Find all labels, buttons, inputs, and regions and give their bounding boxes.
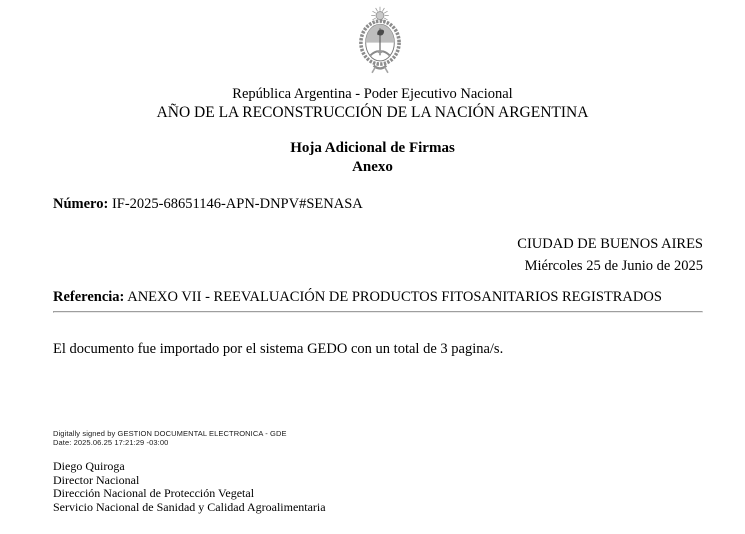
signer-block [0, 460, 745, 514]
document-title-main: Hoja Adicional de Firmas [290, 140, 455, 156]
digital-signature-line1: Digitally signed by GESTION DOCUMENTAL ELECTRONICA - GDE [53, 429, 287, 438]
signer-title: Director Nacional [53, 472, 140, 487]
document-number-label: Número: [53, 196, 109, 212]
place-date-block [0, 234, 745, 277]
header-line-year-motto: AÑO DE LA RECONSTRUCCIÓN DE LA NACIÓN ARGENTINA [156, 104, 589, 121]
document-title [0, 139, 745, 176]
date-line: Miércoles 25 de Junio de 2025 [524, 257, 703, 274]
digital-signature-stamp [0, 429, 745, 447]
signer-organization: Servicio Nacional de Sanidad y Calidad Agroalimentaria [53, 499, 326, 514]
document-title-sub: Anexo [352, 158, 393, 175]
reference-label: Referencia: [53, 289, 125, 305]
body-text: El documento fue importado por el sistema GEDO con un total de 3 pagina/s. [53, 341, 504, 357]
document-number-value: IF-2025-68651146-APN-DNPV#SENASA [111, 196, 363, 212]
digital-signature-line2: Date: 2025.06.25 17:21:29 -03:00 [53, 438, 169, 447]
signer-office: Dirección Nacional de Protección Vegetal [53, 486, 255, 500]
document-number-line [0, 195, 745, 213]
horizontal-rule [53, 311, 703, 313]
header-line-republic: República Argentina - Poder Ejecutivo Nacional [232, 86, 513, 102]
emblem-container [0, 0, 745, 72]
signer-name: Diego Quiroga [53, 459, 125, 473]
reference-value: ANEXO VII - REEVALUACIÓN DE PRODUCTOS FITOSANITARIOS REGISTRADOS [127, 289, 662, 305]
reference-line [0, 288, 745, 306]
city-line: CIUDAD DE BUENOS AIRES [517, 236, 703, 252]
argentina-coat-of-arms-icon [351, 6, 409, 76]
